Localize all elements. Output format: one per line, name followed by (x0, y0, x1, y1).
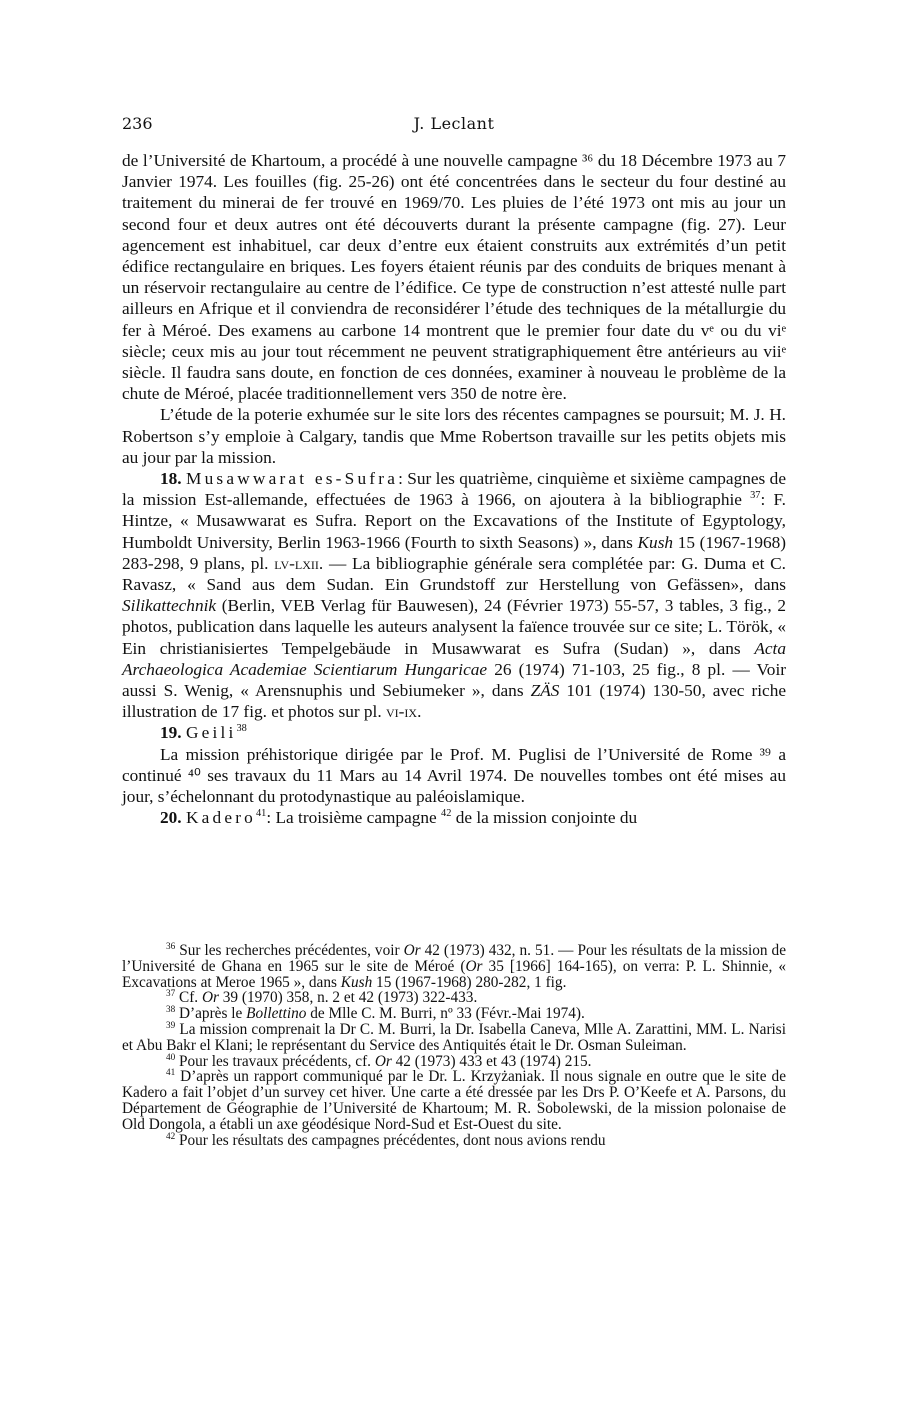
footnote-ref[interactable]: 42 (441, 808, 452, 820)
footnotes (122, 940, 786, 1149)
main-text (122, 150, 786, 829)
section-number: 20. (160, 808, 182, 828)
footnote-ref[interactable]: 38 (236, 723, 247, 735)
footnote-ref[interactable]: 37 (750, 490, 761, 502)
site-name: Geili (185, 723, 237, 743)
section-20-kadero: 20. Kadero$^{41}$: La troisième campagne $^{42}$ de la mission conjointe du (160, 808, 638, 828)
footnote-36: $^{36}$ Sur les recherches précédentes, voir Or 42 (1973) 432, n. 51. — Pour les résultats de la mission de l’Université de Ghana en 1965 sur le site de Méroé (Or 35 [1966] 164-165), on verra: P. L. Shinnie, « Excavations at Meroe 1965 », dans Kush 15 (1967-1968) 280-282, 1 fig. (122, 940, 786, 991)
section-number: 19. (160, 723, 182, 743)
footnote-40: $^{40}$ Pour les travaux précédents, cf. Or 42 (1973) 433 et 43 (1974) 215. (166, 1051, 592, 1070)
footnote-39: $^{39}$ La mission comprenait la Dr C. M. Burri, la Dr. Isabella Caneva, Mlle A. Zarattini, MM. L. Narisi et Abu Bakr el Klani; le représentant du Service des Antiquités était le Dr. Osman Suleiman. (122, 1019, 786, 1054)
running-header (122, 114, 786, 140)
paragraph-meroe-continued: de l’Université de Khartoum, a procédé à une nouvelle campagne ³⁶ du 18 Décembre 1973 au 7 Janvier 1974. Les fouilles (fig. 25-26) ont été concentrées dans le secteur du four destiné au traitement du minerai de fer trouvé en 1969/70. Les pluies de l’été 1973 ont mis au jour un second four et deux autres ont été découverts durant la présente campagne (fig. 27). Leur agencement est inhabituel, car deux d’entre eux étaient construits aux extrémités d’un petit édifice rectangulaire en briques. Les foyers étaient réunis par des conduits de briques menant à un réservoir rectangulaire au centre de l’édifice. Ce type de construction n’est attesté nulle part ailleurs en Afrique et il conviendra de reconsidérer l’étude des techniques de la métallurgie du fer à Méroé. Des examens au carbone 14 montrent que le premier four date du vᵉ ou du viᵉ siècle; ceux mis au jour tout récemment ne peuvent stratigraphiquement être antérieurs au viiᵉ siècle. Il faudra sans doute, en fonction de ces données, examiner à nouveau le problème de la chute de Méroé, placée traditionnellement vers 350 de notre ère. (122, 151, 786, 404)
running-head-author: J. Leclant (413, 114, 495, 133)
section-number: 18. (160, 469, 182, 489)
footnote-37: $^{37}$ Cf. Or 39 (1970) 358, n. 2 et 42 (1973) 322-433. (166, 988, 478, 1007)
page-number: 236 (122, 114, 153, 133)
footnote-41: $^{41}$ D’après un rapport communiqué par le Dr. L. Krzyżaniak. Il nous signale en outre que le site de Kadero a fait l’objet d’un survey cet hiver. Une carte a été dressée par les Drs P. O’Keefe et A. Parsons, du Département de Géographie de l’Université de Khartoum; M. R. Sobolewski, de la mission polonaise de Old Dongola, a établi un axe géodésique Nord-Sud et Est-Ouest du site. (122, 1067, 786, 1133)
paragraph-pottery: L’étude de la poterie exhumée sur le site lors des récentes campagnes se poursuit; M. J. H. Robertson s’y emploie à Calgary, tandis que Mme Robertson travaille sur les petits objets mis au jour par la mission. (122, 405, 786, 467)
paragraph-geili: La mission préhistorique dirigée par le Prof. M. Puglisi de l’Université de Rome ³⁹ a continué ⁴⁰ ses travaux du 11 Mars au 14 Avril 1974. De nouvelles tombes ont été mises au jour, s’échelonnant du protodynastique au paléoislamique. (122, 744, 786, 807)
footnote-42: $^{42}$ Pour les résultats des campagnes précédentes, dont nous avions rendu (166, 1130, 606, 1149)
section-19-heading (122, 722, 786, 743)
footnote-ref[interactable]: 41 (256, 808, 267, 820)
footnote-38: $^{38}$ D’après le Bollettino de Mlle C. M. Burri, nº 33 (Févr.-Mai 1974). (166, 1004, 585, 1023)
section-18-musawwarat: 18. Musawwarat es-Sufra: Sur les quatrième, cinquième et sixième campagnes de la mission Est-allemande, effectuées de 1963 à 1966, on ajoutera à la bibliographie $^{37}$: F. Hintze, « Musawwarat es Sufra. Report on the Excavations of the Institute of Egyptology, Humboldt University, Berlin 1963-1966 (Fourth to sixth Seasons) », dans Kush 15 (1967-1968) 283-298, 9 plans, pl. lv-lxii. — La bibliographie générale sera complétée par: G. Duma et C. Ravasz, « Sand aus dem Sudan. Ein Grundstoff zur Herstellung von Gefässen», dans Silikattechnik (Berlin, VEB Verlag für Bauwesen), 24 (Février 1973) 55-57, 3 tables, 3 fig., 2 photos, publication dans laquelle les auteurs analysent la faïence trouvée sur ce site; L. Török, « Ein christianisiertes Tempelgebäude in Musawwarat es Sufra (Sudan) », dans Acta Archaeologica Academiae Scientiarum Hungaricae 26 (1974) 71-103, 25 fig., 8 pl. — Voir aussi S. Wenig, « Arensnuphis und Sebiumeker », dans ZÄS 101 (1974) 130-50, avec riche illustration de 17 fig. et photos sur pl. vi-ix. (122, 469, 787, 722)
site-name: Kadero (185, 808, 256, 828)
site-name: Musawwarat es-Sufra (186, 469, 399, 489)
